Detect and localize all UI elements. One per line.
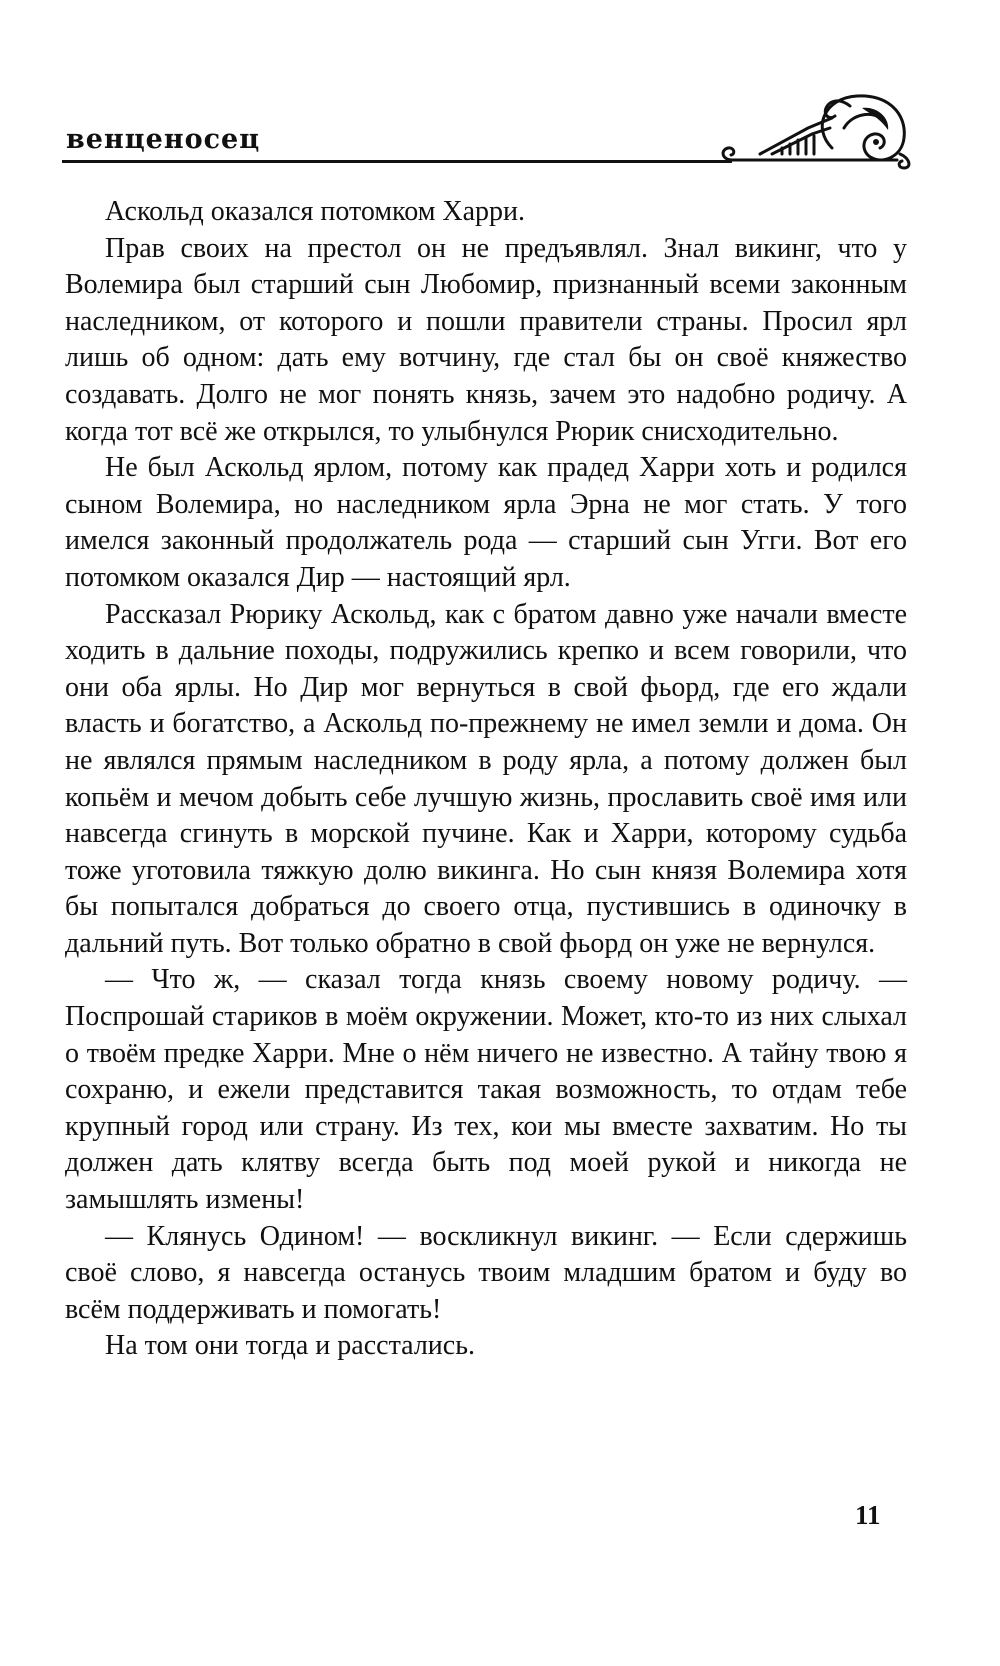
header-rule: [62, 160, 732, 163]
page-number: 11: [855, 1500, 881, 1530]
paragraph: Аскольд оказался потомком Харри.: [105, 196, 526, 227]
paragraph: — Что ж, — сказал тогда князь своему новому родичу. — Поспрошай стариков в моём окружении. Может, кто-то из них слыхал о твоём предке Харри. Мне о нём ничего не известно. А тайну твою я сохраню, и ежели представится такая возможность, то отдам тебе крупный город или страну. Из тех, кои мы вместе захватим. Но ты должен дать клятву всегда быть под моей рукой и никогда не замышлять измены!: [65, 964, 907, 1216]
paragraph: Прав своих на престол он не предъявлял. Знал викинг, что у Волемира был старший сын Любомир, признанный всеми законным наследником, от которого и пошли правители страны. Просил ярл лишь об одном: дать ему вотчину, где стал бы он своё княжество создавать. Долго не мог понять князь, зачем это надобно родичу. А когда тот всё же открылся, то улыбнулся Рюрик снисходительно.: [65, 232, 907, 447]
paragraph: — Клянусь Одином! — воскликнул викинг. — Если сдержишь своё слово, я навсегда останусь твоим младшим братом и буду во всём поддерживать и помогать!: [65, 1220, 907, 1325]
running-title: венценосец: [66, 124, 261, 155]
paragraph: Рассказал Рюрику Аскольд, как с братом давно уже начали вместе ходить в дальние походы, подружились крепко и всем говорили, что они оба ярлы. Но Дир мог вернуться в свой фьорд, где его ждали власть и богатство, а Аскольд по-прежнему не имел земли и дома. Он не являлся прямым наследником в роду ярла, а потому должен был копьём и мечом добыть себе лучшую жизнь, прославить своё имя или навсегда сгинуть в морской пучине. Как и Харри, которому судьба тоже уготовила тяжкую долю викинга. Но сын князя Волемира хотя бы попытался добраться до своего отца, пустившись в одиночку в дальний путь. Вот только обратно в свой фьорд он уже не вернулся.: [65, 598, 907, 959]
main-text: [65, 194, 907, 1365]
running-header: [62, 88, 914, 168]
paragraph: На том они тогда и расстались.: [105, 1330, 475, 1362]
paragraph: Не был Аскольд ярлом, потому как прадед Харри хоть и родился сыном Волемира, но наследником ярла Эрна не мог стать. У того имелся законный продолжатель рода — старший сын Угги. Вот его потомком оказался Дир — настоящий ярл.: [65, 452, 907, 593]
scroll-ornament-icon: [712, 88, 917, 170]
